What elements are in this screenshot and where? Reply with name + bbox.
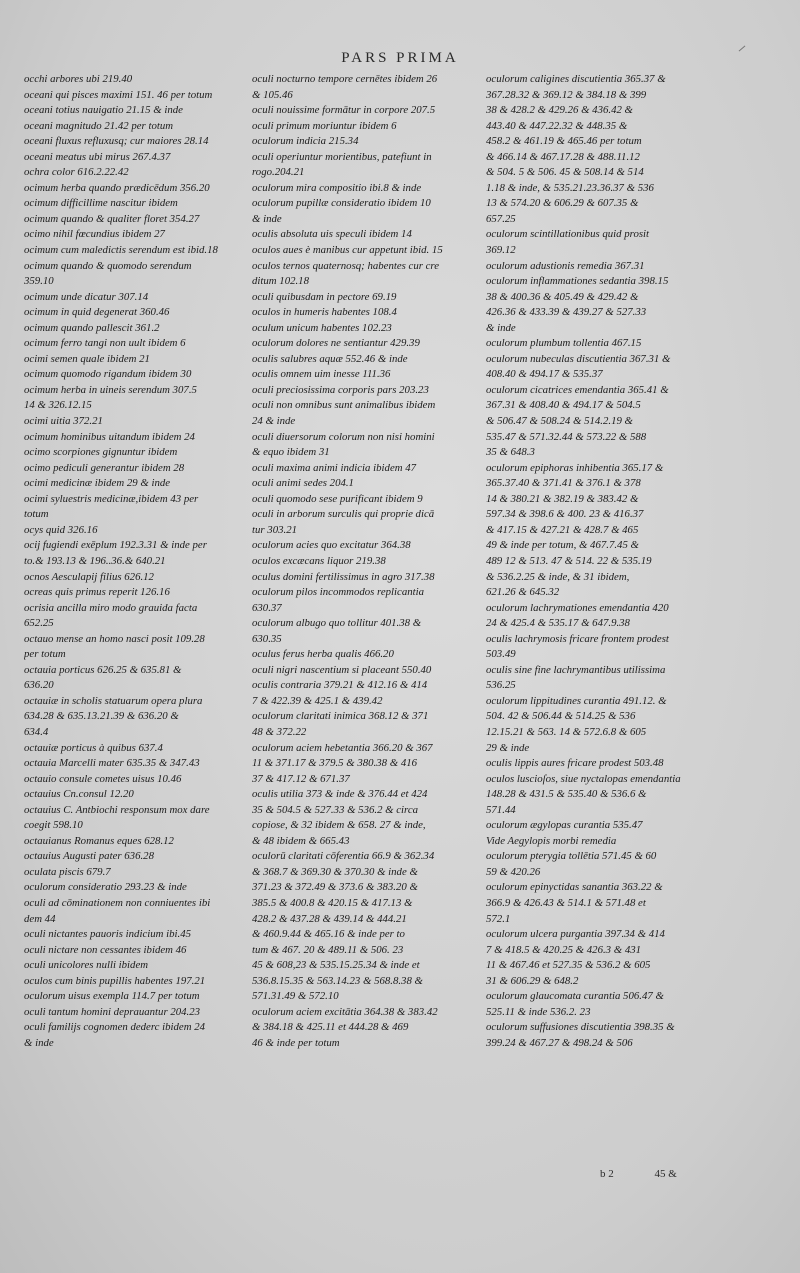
index-entry-line: 572.1: [486, 912, 511, 925]
index-entry-line: oculi quomodo sese purificant ibidem 9: [252, 492, 423, 505]
index-entry-line: oculis lachrymosis fricare frontem prodest: [486, 632, 669, 645]
index-entry-line: 399.24 & 467.27 & 498.24 & 506: [486, 1036, 633, 1049]
index-entry-line: oculi ad cōminationem non conniuentes ibi: [24, 896, 211, 909]
running-header: PARS PRIMA: [341, 50, 459, 66]
index-entry-line: 621.26 & 645.32: [486, 586, 560, 599]
index-entry-line: oculorum inflammationes sedantia 398.15: [486, 275, 669, 288]
index-entry-line: 443.40 & 447.22.32 & 448.35 &: [486, 119, 628, 132]
index-entry-line: oculi in arborum surculis qui proprie dicā: [252, 508, 435, 521]
index-entry-line: octauius C. Antbiochi responsum mox dare: [24, 803, 210, 816]
index-entry-line: oculorum mira compositio ibi.8 & inde: [252, 181, 422, 194]
index-entry-line: oculi maxima animi indicia ibidem 47: [252, 461, 417, 474]
index-entry-line: & 504. 5 & 506. 45 & 508.14 & 514: [486, 166, 644, 179]
index-entry-line: 31 & 606.29 & 648.2: [486, 974, 579, 987]
index-entry-line: 13 & 574.20 & 606.29 & 607.35 &: [486, 197, 639, 210]
index-entry-line: oculi nictantes pauoris indicium ibi.45: [24, 928, 192, 941]
index-entry-line: oculorum indicia 215.34: [252, 135, 359, 148]
index-entry-line: oculi familijs cognomen dederc ibidem 24: [24, 1021, 206, 1034]
index-entry-line: 12.15.21 & 563. 14 & 572.6.8 & 605: [486, 725, 647, 738]
index-entry-line: oculorum ulcera purgantia 397.34 & 414: [486, 928, 665, 941]
index-entry-line: oculorum ægylopas curantia 535.47: [486, 819, 643, 832]
index-entry-line: oculus ferus herba qualis 466.20: [252, 648, 394, 661]
index-entry-line: 11 & 467.46 et 527.35 & 536.2 & 605: [486, 959, 651, 972]
index-entry-line: oculos luscioſos, siue nyctalopas emendantia: [486, 772, 681, 785]
index-entry-line: 367.31 & 408.40 & 494.17 & 504.5: [486, 399, 641, 412]
index-entry-line: 59 & 420.26: [486, 865, 541, 878]
index-entry-line: 636.20: [24, 679, 54, 692]
index-entry-line: 369.12: [486, 244, 516, 257]
index-entry-line: oculorum epinyctidas sanantia 363.22 &: [486, 881, 663, 894]
index-entry-line: 385.5 & 400.8 & 420.15 & 417.13 &: [252, 896, 413, 909]
index-entry-line: 630.35: [252, 632, 282, 645]
index-entry-line: 634.28 & 635.13.21.39 & 636.20 &: [24, 710, 179, 723]
index-entry-line: 503.49: [486, 648, 516, 661]
index-entry-line: oceani fluxus refluxusq; cur maiores 28.14: [24, 135, 209, 148]
index-entry-line: tum & 467. 20 & 489.11 & 506. 23: [252, 943, 404, 956]
index-entry-line: oculorum aciem excitātia 364.38 & 383.42: [252, 1005, 438, 1018]
index-entry-line: 365.37.40 & 371.41 & 376.1 & 378: [486, 477, 641, 490]
index-entry-line: 408.40 & 494.17 & 535.37: [486, 368, 603, 381]
index-entry-line: & 105.46: [252, 88, 293, 101]
index-entry-line: octauia porticus 626.25 & 635.81 &: [24, 663, 182, 676]
index-entry-line: 535.47 & 571.32.44 & 573.22 & 588: [486, 430, 647, 443]
index-entry-line: ocimum ferro tangi non uult ibidem 6: [24, 337, 186, 350]
index-entry-line: ocrisia ancilla miro modo grauida facta: [24, 601, 198, 614]
index-entry-line: oculi operiuntur morientibus, patefiunt in: [252, 150, 432, 163]
index-entry-line: 571.44: [486, 803, 516, 816]
index-entry-line: oculis contraria 379.21 & 412.16 & 414: [252, 679, 428, 692]
index-entry-line: & 48 ibidem & 665.43: [252, 834, 350, 847]
index-entry-line: oculis utilia 373 & inde & 376.44 et 424: [252, 788, 428, 801]
index-entry-line: oculi diuersorum colorum non nisi homini: [252, 430, 435, 443]
index-entry-line: oculorum pterygia tollētia 571.45 & 60: [486, 850, 657, 863]
page-footer: [600, 1168, 715, 1180]
index-entry-line: oculos aues è manibus cur appetunt ibid. 15: [252, 244, 443, 257]
index-entry-line: 148.28 & 431.5 & 535.40 & 536.6 &: [486, 788, 647, 801]
index-entry-line: & 460.9.44 & 465.16 & inde per to: [252, 928, 405, 941]
index-entry-line: & 466.14 & 467.17.28 & 488.11.12: [486, 150, 640, 163]
index-entry-line: 38 & 428.2 & 429.26 & 436.42 &: [486, 104, 633, 117]
index-column-2: [252, 72, 484, 1051]
index-entry-line: oculorum caligines discutientia 365.37 &: [486, 73, 666, 85]
index-entry-line: oculorum pilos incommodos replicantia: [252, 586, 425, 599]
index-entry-line: oculis lippis aures fricare prodest 503.48: [486, 757, 664, 770]
index-entry-line: 24 & inde: [252, 415, 296, 428]
index-entry-line: oculorum scintillationibus quid prosit: [486, 228, 650, 241]
index-entry-line: oculos cum binis pupillis habentes 197.21: [24, 974, 206, 987]
index-entry-line: ocimum quando & qualiter floret 354.27: [24, 212, 200, 225]
index-entry-line: oceani qui pisces maximi 151. 46 per totum: [24, 88, 213, 101]
index-entry-line: oculi unicolores nulli ibidem: [24, 959, 149, 972]
index-entry-line: 1.18 & inde, & 535.21.23.36.37 & 536: [486, 181, 654, 194]
index-entry-line: oculi nocturno tempore cernētes ibidem 26: [252, 73, 438, 85]
index-entry-line: ocimo nihil fœcundius ibidem 27: [24, 228, 165, 241]
index-entry-line: oculorum dolores ne sentiantur 429.39: [252, 337, 420, 350]
index-entry-line: 14 & 326.12.15: [24, 399, 92, 412]
index-entry-line: oculi nouissime formātur in corpore 207.5: [252, 104, 436, 117]
index-entry-line: octauiæ porticus à quibus 637.4: [24, 741, 163, 754]
index-entry-line: ditum 102.18: [252, 275, 309, 288]
index-entry-line: octauius Cn.consul 12.20: [24, 788, 134, 801]
index-entry-line: 571.31.49 & 572.10: [252, 990, 339, 1003]
index-entry-line: ocimo scorpiones gignuntur ibidem: [24, 446, 178, 459]
index-entry-line: 597.34 & 398.6 & 400. 23 & 416.37: [486, 508, 644, 521]
index-entry-line: oculata piscis 679.7: [24, 865, 111, 878]
index-entry-line: ocimum herba in uineis serendum 307.5: [24, 383, 197, 396]
index-entry-line: tur 303.21: [252, 523, 297, 536]
index-entry-line: ocimum quando pallescit 361.2: [24, 321, 160, 334]
index-entry-line: 48 & 372.22: [252, 725, 307, 738]
signature-mark: b 2: [600, 1168, 614, 1180]
index-entry-line: & 384.18 & 425.11 et 444.28 & 469: [252, 1021, 409, 1034]
index-entry-line: & 417.15 & 427.21 & 428.7 & 465: [486, 523, 639, 536]
index-entry-line: & inde: [252, 212, 282, 225]
index-entry-line: oculi preciosissima corporis pars 203.23: [252, 383, 429, 396]
index-entry-line: oculis salubres aquæ 552.46 & inde: [252, 352, 408, 365]
index-entry-line: 366.9 & 426.43 & 514.1 & 571.48 et: [486, 896, 646, 909]
index-entry-line: 37 & 417.12 & 671.37: [252, 772, 350, 785]
index-entry-line: oculorum uisus exempla 114.7 per totum: [24, 990, 200, 1003]
index-entry-line: oculorum aciem hebetantia 366.20 & 367: [252, 741, 433, 754]
index-entry-line: 11 & 371.17 & 379.5 & 380.38 & 416: [252, 757, 418, 770]
index-entry-line: ocimum herba quando prædicēdum 356.20: [24, 181, 210, 194]
index-entry-line: oculi animi sedes 204.1: [252, 477, 354, 490]
index-entry-line: oculorum claritati inimica 368.12 & 371: [252, 710, 429, 723]
index-entry-line: octauius Augusti pater 636.28: [24, 850, 154, 863]
index-entry-line: 426.36 & 433.39 & 439.27 & 527.33: [486, 306, 647, 319]
index-entry-line: 7 & 422.39 & 425.1 & 439.42: [252, 694, 383, 707]
index-entry-line: 45 & 608,23 & 535.15.25.34 & inde et: [252, 959, 420, 972]
index-entry-line: ocimum quomodo rigandum ibidem 30: [24, 368, 192, 381]
index-entry-line: 38 & 400.36 & 405.49 & 429.42 &: [486, 290, 639, 303]
index-entry-line: oceani meatus ubi mirus 267.4.37: [24, 150, 171, 163]
index-entry-line: 367.28.32 & 369.12 & 384.18 & 399: [486, 88, 647, 101]
index-entry-line: oculis sine fine lachrymantibus utilissima: [486, 663, 666, 676]
index-entry-line: oculi quibusdam in pectore 69.19: [252, 290, 397, 303]
index-entry-line: oceani totius nauigatio 21.15 & inde: [24, 104, 183, 117]
index-entry-line: 652.25: [24, 617, 54, 630]
index-entry-line: 371.23 & 372.49 & 373.6 & 383.20 &: [252, 881, 418, 894]
index-entry-line: 525.11 & inde 536.2. 23: [486, 1005, 591, 1018]
index-entry-line: ocimi uitia 372.21: [24, 415, 103, 428]
index-entry-line: & equo ibidem 31: [252, 446, 330, 459]
index-entry-line: occhi arbores ubi 219.40: [24, 73, 133, 85]
index-entry-line: oculorum glaucomata curantia 506.47 &: [486, 990, 664, 1003]
index-entry-line: 634.4: [24, 725, 49, 738]
index-entry-line: octauia Marcelli mater 635.35 & 347.43: [24, 757, 200, 770]
index-entry-line: ocnos Aesculapij filius 626.12: [24, 570, 154, 583]
index-entry-line: 14 & 380.21 & 382.19 & 383.42 &: [486, 492, 639, 505]
index-entry-line: oculorum acies quo excitatur 364.38: [252, 539, 411, 552]
index-column-3: [486, 72, 712, 1051]
index-entry-line: oceani magnitudo 21.42 per totum: [24, 119, 174, 132]
index-entry-line: & 368.7 & 369.30 & 370.30 & inde &: [252, 865, 418, 878]
index-entry-line: oculis absoluta uis speculi ibidem 14: [252, 228, 412, 241]
index-entry-line: 458.2 & 461.19 & 465.46 per totum: [486, 135, 642, 148]
index-entry-line: ocreas quis primus reperit 126.16: [24, 586, 170, 599]
index-entry-line: to.& 193.13 & 196..36.& 640.21: [24, 554, 166, 567]
index-entry-line: copiose, & 32 ibidem & 658. 27 & inde,: [252, 819, 426, 832]
index-entry-line: per totum: [24, 648, 66, 661]
index-entry-line: oculos excæcans liquor 219.38: [252, 554, 386, 567]
index-entry-line: octauianus Romanus eques 628.12: [24, 834, 174, 847]
index-entry-line: 428.2 & 437.28 & 439.14 & 444.21: [252, 912, 407, 925]
index-entry-line: octauo mense an homo nasci posit 109.28: [24, 632, 205, 645]
index-entry-line: oculorum suffusiones discutientia 398.35 &: [486, 1021, 675, 1034]
index-entry-line: oculos ternos quaternosq; habentes cur cre: [252, 259, 440, 272]
index-entry-line: 630.37: [252, 601, 282, 614]
index-entry-line: oculos in humeris habentes 108.4: [252, 306, 397, 319]
catchword: 45 &: [654, 1168, 677, 1180]
index-entry-line: oculis omnem uim inesse 111.36: [252, 368, 391, 381]
index-entry-line: 489 12 & 513. 47 & 514. 22 & 535.19: [486, 554, 652, 567]
index-entry-line: oculorum consideratio 293.23 & inde: [24, 881, 187, 894]
index-entry-line: 504. 42 & 506.44 & 514.25 & 536: [486, 710, 636, 723]
index-entry-line: oculorum epiphoras inhibentia 365.17 &: [486, 461, 664, 474]
index-entry-line: 657.25: [486, 212, 516, 225]
index-entry-line: oculi nigri nascentium si placeant 550.40: [252, 663, 432, 676]
index-entry-line: oculorum nubeculas discutientia 367.31 &: [486, 352, 671, 365]
index-entry-line: totum: [24, 508, 49, 521]
index-entry-line: ocimi semen quale ibidem 21: [24, 352, 150, 365]
index-entry-line: oculorum plumbum tollentia 467.15: [486, 337, 642, 350]
index-entry-line: ocimi medicinæ ibidem 29 & inde: [24, 477, 171, 490]
index-entry-line: oculi nictare non cessantes ibidem 46: [24, 943, 187, 956]
index-entry-line: coegit 598.10: [24, 819, 83, 832]
index-entry-line: & 506.47 & 508.24 & 514.2.19 &: [486, 415, 633, 428]
index-entry-line: ocimum hominibus uitandum ibidem 24: [24, 430, 195, 443]
index-entry-line: 35 & 504.5 & 527.33 & 536.2 & circa: [252, 803, 419, 816]
index-entry-line: oculorū claritati cōferentia 66.9 & 362.34: [252, 850, 435, 863]
index-entry-line: & inde: [486, 321, 516, 334]
index-entry-line: dem 44: [24, 912, 56, 925]
index-entry-line: 536.8.15.35 & 563.14.23 & 568.8.38 &: [252, 974, 423, 987]
index-entry-line: oculi primum moriuntur ibidem 6: [252, 119, 397, 132]
index-entry-line: oculorum albugo quo tollitur 401.38 &: [252, 617, 422, 630]
index-entry-line: 359.10: [24, 275, 54, 288]
index-entry-line: oculus domini fertilissimus in agro 317.38: [252, 570, 435, 583]
index-column-1: [24, 72, 250, 1051]
index-entry-line: oculorum lippitudines curantia 491.12. &: [486, 694, 667, 707]
index-entry-line: ocimum cum maledictis serendum est ibid.18: [24, 244, 218, 257]
index-entry-line: Vide Aegylopis morbi remedia: [486, 834, 617, 847]
index-entry-line: 35 & 648.3: [486, 446, 535, 459]
index-entry-line: ocij fugiendi exēplum 192.3.31 & inde per: [24, 539, 207, 552]
index-entry-line: ochra color 616.2.22.42: [24, 166, 129, 179]
index-entry-line: ocimum quando & quomodo serendum: [24, 259, 192, 272]
index-entry-line: 29 & inde: [486, 741, 530, 754]
index-entry-line: octauio consule cometes uisus 10.46: [24, 772, 182, 785]
index-entry-line: octauiæ in scholis statuarum opera plura: [24, 694, 203, 707]
index-entry-line: & inde: [24, 1036, 54, 1049]
index-entry-line: rogo.204.21: [252, 166, 305, 179]
index-entry-line: oculorum adustionis remedia 367.31: [486, 259, 645, 272]
index-entry-line: oculi tantum homini deprauantur 204.23: [24, 1005, 201, 1018]
index-entry-line: ocimum in quid degenerat 360.46: [24, 306, 170, 319]
index-entry-line: ocimi syluestris medicinæ,ibidem 43 per: [24, 492, 199, 505]
index-entry-line: & 536.2.25 & inde, & 31 ibidem,: [486, 570, 630, 583]
index-entry-line: 7 & 418.5 & 420.25 & 426.3 & 431: [486, 943, 642, 956]
index-entry-line: oculi non omnibus sunt animalibus ibidem: [252, 399, 436, 412]
index-entry-line: 46 & inde per totum: [252, 1036, 340, 1049]
index-entry-line: oculum unicum habentes 102.23: [252, 321, 392, 334]
index-entry-line: 536.25: [486, 679, 516, 692]
index-entry-line: oculorum pupillæ consideratio ibidem 10: [252, 197, 431, 210]
index-entry-line: 49 & inde per totum, & 467.7.45 &: [486, 539, 639, 552]
index-entry-line: ocimum unde dicatur 307.14: [24, 290, 149, 303]
index-entry-line: 24 & 425.4 & 535.17 & 647.9.38: [486, 617, 630, 630]
index-entry-line: oculorum lachrymationes emendantia 420: [486, 601, 669, 614]
index-entry-line: ocimum difficillime nascitur ibidem: [24, 197, 178, 210]
index-entry-line: ocimo pediculi generantur ibidem 28: [24, 461, 185, 474]
index-entry-line: ocys quid 326.16: [24, 523, 98, 536]
index-entry-line: oculorum cicatrices emendantia 365.41 &: [486, 383, 669, 396]
